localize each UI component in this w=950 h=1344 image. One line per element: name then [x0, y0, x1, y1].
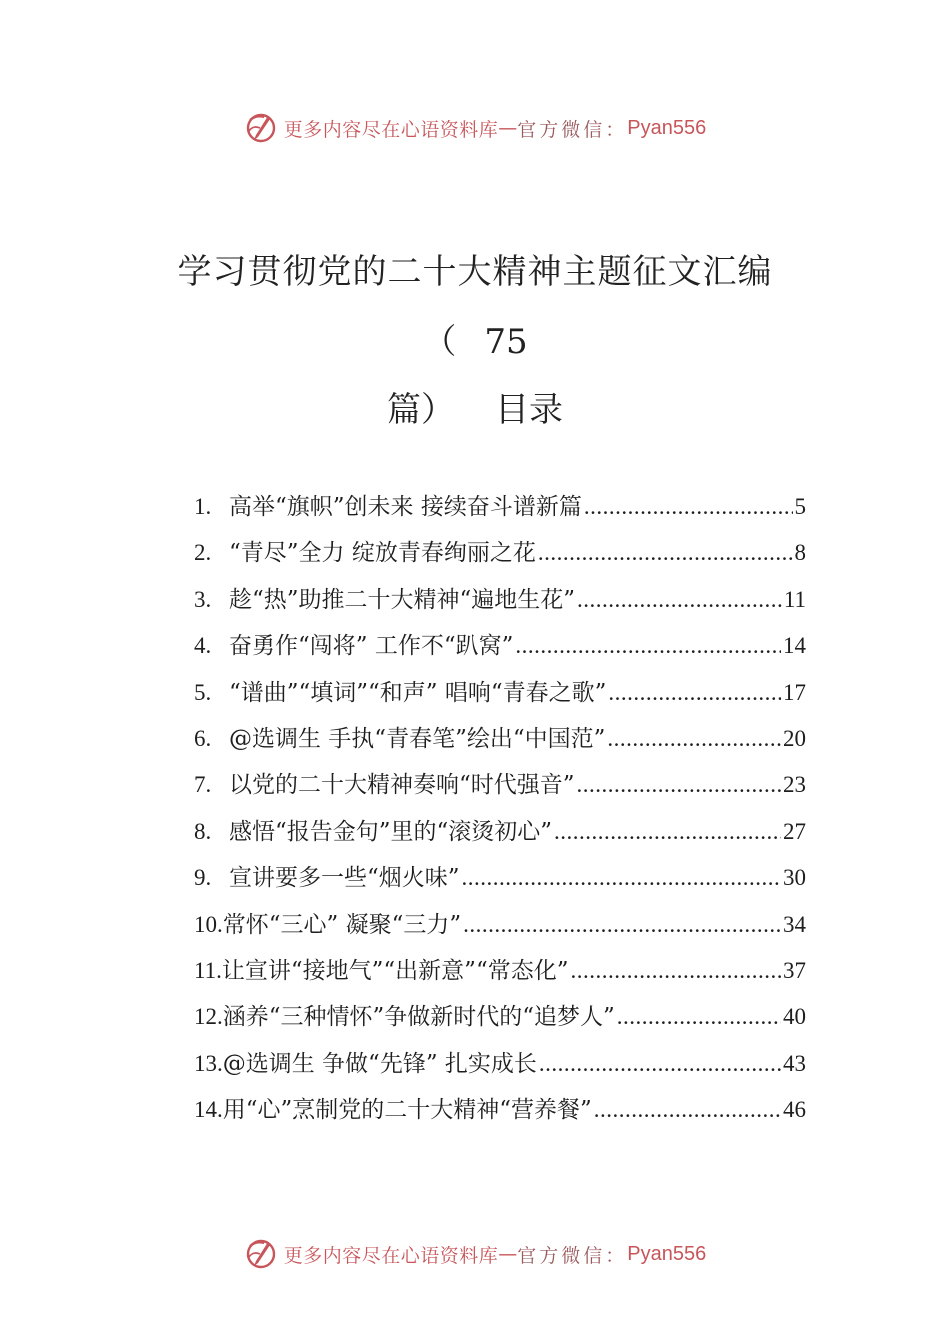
toc-entry-title: 宣讲要多一些“烟火味”: [229, 865, 460, 892]
toc-entry-page: 46: [783, 1097, 806, 1123]
toc-entry[interactable]: [194, 1091, 806, 1137]
document-title: 学习贯彻党的二十大精神主题征文汇编: [177, 252, 773, 292]
toc-entry-number: 7.: [194, 772, 212, 798]
toc-entry[interactable]: [194, 1045, 806, 1091]
toc-entry-page: 43: [783, 1050, 806, 1076]
document-title-count: [0, 314, 950, 363]
pen-circle-logo-icon: [244, 111, 278, 145]
toc-entry-title: “青尽”全力 绽放青春绚丽之花: [229, 540, 536, 567]
toc-entry-title: “谱曲”“填词”“和声” 唱响“青春之歌”: [229, 679, 607, 706]
watermark-wechat-id: Pyan556: [627, 116, 707, 139]
toc-entry-page: 17: [783, 679, 806, 705]
toc-entry-page: 5: [794, 494, 806, 519]
toc-entry-page: 27: [783, 818, 806, 844]
toc-entry-title: 常怀“三心” 凝聚“三力”: [222, 911, 462, 938]
toc-entry[interactable]: [194, 674, 806, 720]
toc-entry-number: 4.: [194, 633, 212, 659]
toc-entry-title: 涵养“三种情怀”争做新时代的“追梦人”: [222, 1004, 615, 1031]
toc-entry-title: 奋勇作“闯将” 工作不“趴窝”: [229, 633, 514, 660]
toc-leader-dots: [584, 494, 793, 520]
toc-entry-page: 40: [783, 1004, 806, 1030]
toc-entry-title: 感悟“报告金句”里的“滚烫初心”: [229, 818, 553, 845]
toc-leader-dots: [617, 1004, 781, 1030]
toc-entry[interactable]: [194, 952, 806, 998]
toc-entry-page: 20: [783, 725, 806, 751]
watermark-banner-top: [0, 106, 950, 150]
toc-entry[interactable]: [194, 720, 806, 766]
toc-leader-dots: [515, 633, 781, 659]
toc-entry-number: 3.: [194, 586, 212, 612]
toc-entry-page: 37: [783, 957, 806, 983]
toc-entry-title: 高举“旗帜”创未来 接续奋斗谱新篇: [229, 494, 582, 520]
watermark-wechat-label: 官方微信：: [517, 118, 628, 141]
toc-entry-page: 30: [783, 865, 806, 891]
toc-entry[interactable]: [194, 488, 806, 534]
toc-leader-dots: [608, 680, 781, 706]
toc-entry-page: 23: [783, 772, 806, 798]
watermark-text: 更多内容尽在心语资料库: [283, 118, 499, 141]
toc-leader-dots: [577, 587, 782, 613]
title-open-paren: （: [422, 322, 457, 362]
table-of-contents: [194, 488, 806, 1137]
title-article-count: 75: [484, 322, 528, 362]
toc-leader-dots: [554, 819, 781, 845]
title-article-word: 篇）: [387, 390, 455, 430]
toc-entry-title: 趁“热”助推二十大精神“遍地生花”: [229, 586, 576, 613]
toc-leader-dots: [577, 772, 781, 798]
toc-leader-dots: [607, 726, 781, 752]
toc-entry-number: 5.: [194, 679, 212, 705]
toc-entry-page: 8: [794, 540, 806, 566]
toc-leader-dots: [594, 1097, 781, 1123]
document-title-toc: [0, 382, 950, 431]
toc-entry[interactable]: [194, 998, 806, 1044]
toc-entry-page: 34: [783, 911, 806, 937]
toc-entry-number: 2.: [194, 540, 212, 566]
toc-entry[interactable]: [194, 859, 806, 905]
toc-leader-dots: [570, 958, 781, 984]
toc-entry-number: 13.: [194, 1050, 223, 1076]
toc-entry-number: 10.: [194, 911, 223, 937]
toc-leader-dots: [539, 1051, 781, 1077]
toc-entry-title: 以党的二十大精神奏响“时代强音”: [229, 772, 575, 799]
toc-leader-dots: [463, 912, 781, 938]
watermark-dash: —: [498, 1243, 518, 1265]
toc-entry[interactable]: [194, 813, 806, 859]
toc-entry-page: 14: [783, 633, 806, 659]
toc-entry-number: 9.: [194, 865, 212, 891]
toc-entry-number: 11.: [194, 957, 222, 983]
toc-entry-title: 用“心”烹制党的二十大精神“营养餐”: [222, 1097, 592, 1124]
toc-entry-number: 14.: [194, 1097, 223, 1123]
toc-leader-dots: [538, 540, 793, 566]
toc-entry-title: @选调生 争做“先锋” 扎实成长: [222, 1050, 537, 1077]
toc-entry[interactable]: [194, 627, 806, 673]
watermark-text: 更多内容尽在心语资料库: [283, 1244, 499, 1267]
toc-entry-title: 让宣讲“接地气”“出新意”“常态化”: [221, 957, 569, 984]
toc-entry-title: @选调生 手执“青春笔”绘出“中国范”: [229, 725, 606, 752]
toc-entry-number: 1.: [194, 494, 212, 519]
toc-entry-number: 8.: [194, 818, 212, 844]
toc-entry-number: 12.: [194, 1004, 223, 1030]
watermark-banner-bottom: [0, 1232, 950, 1276]
pen-circle-logo-icon: [244, 1237, 278, 1271]
toc-entry[interactable]: [194, 534, 806, 580]
toc-entry[interactable]: [194, 581, 806, 627]
toc-entry[interactable]: [194, 766, 806, 812]
toc-entry[interactable]: [194, 906, 806, 952]
toc-entry-number: 6.: [194, 725, 212, 751]
watermark-wechat-label: 官方微信：: [517, 1244, 628, 1267]
toc-heading: 目录: [495, 390, 563, 430]
watermark-dash: —: [498, 117, 518, 139]
toc-leader-dots: [462, 865, 781, 891]
toc-entry-page: 11: [783, 586, 806, 612]
watermark-wechat-id: Pyan556: [627, 1242, 707, 1265]
